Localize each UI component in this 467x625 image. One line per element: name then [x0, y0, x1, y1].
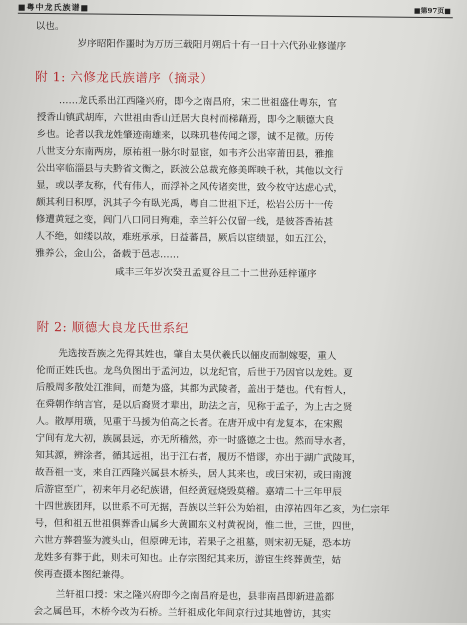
section-1-signature: 咸丰三年岁次癸丑孟夏谷旦二十二世孙廷梓谨序 [115, 266, 317, 280]
section-2-line: 号，但和祖五世祖俱葬香山属乡大黄圃东义村黄祝岗，惟二世，三世，四世， [34, 517, 361, 533]
intro-line: 以也。 [35, 20, 65, 33]
section-1-line: 人不绝，如缕以故，难班承承，日益蕃昌，厥后以宦绩显，如五江公， [35, 230, 333, 246]
section-1-title: 附 1: 六修龙氏族谱序（摘录） [35, 68, 214, 86]
section-2-line: 后游宦至广，初来年月必纪族谱，但经黄冠烧毁莫稽。嘉靖二十三年甲辰 [34, 483, 342, 499]
section-2-line: 知其源，辨涂者，循其远祖，出于江右者，履历不惜谬，亦出于湖广武陵耳， [35, 449, 362, 465]
section-2-line: 龙姓多有葬于此，则未可知也。止存宗图纪其来历，游宦生终葬黄茔，姑 [34, 551, 342, 567]
section-2-line: 先选按吾族之先得其姓也，肇自太昊伏羲氏以俪皮而制嫁娶，重人 [58, 348, 337, 363]
header-rule [18, 13, 453, 19]
section-2-line: 人。散厚用璜，见重于马援为伯高之长者。在唐开成中有龙复本，在宋熙 [35, 415, 343, 431]
section-1-line: 修遭黄冠之变，闾门八口同日殉难，幸兰轩公仅留一线，是彼荅香祐甚 [35, 213, 334, 229]
section-1-line: 授香山镇武胡库，六世祖由香山迁居大良村而梯藉焉，即今之顺德大良 [36, 111, 335, 127]
section-1-line: 公出宰临淄县与夫黔省文衡之，跃波公总裁充修美晖映千秋，其他以文行 [36, 162, 344, 178]
section-2-line: 宁间有龙大初，族属县远，亦无所稽然，亦一时盛德之士也。然而导水者， [35, 432, 353, 448]
section-1-line: ……龙氏系出江西隆兴府，即今之南昌府，宋二世祖盛仕粤东，官 [58, 95, 338, 110]
section-2-line: 伦而正姓氏也。龙鸟负图出于孟河边，以龙纪官，后世于乃因官以龙姓。夏 [36, 364, 353, 380]
intro-signature-line: 岁序昭阳作噩时为万历三载阳月朔后十有一日十六代孙业修谨序 [77, 38, 347, 53]
section-2-line: 在舜朝作纳言官，是以后裔贤才辈出，助法之言，见称于孟子，为上古之贤 [35, 398, 353, 414]
section-2-title: 附 2: 顺德大良龙氏世系纪 [36, 318, 189, 336]
section-2-line: 六世方葬碧鉴为渡头山，但原碑无讳，若果子之祖墓，则宋初无疑，恐本坊 [34, 534, 351, 550]
section-1-line: 八世支分东南两房，原祐祖一脉尔时显宦，如韦齐公出宰莆田县，雅推 [36, 145, 334, 161]
page-number: ■第97页■ [413, 5, 451, 16]
section-2-line: 俟再查摄本图纪兼得。 [33, 568, 130, 581]
section-2-line: 兰轩祖口授：宋之隆兴府即今之南昌府是也，县非南昌即新进盖都 [55, 589, 335, 604]
section-2-line: 故吾祖一支，来自江西隆兴属县木桥头，居人其来也，或曰宋初，或曰南渡 [34, 466, 352, 482]
section-1-line: 显，或以孝友称，代有伟人，而浮补之风传诸奕世，致今枚守达虑心式， [35, 179, 344, 195]
section-1-line: 雅养公，金山公，备载于邑志…… [35, 247, 180, 261]
page-header [18, 0, 453, 20]
running-title: ■粤中龙氏族谱■ [17, 1, 90, 13]
section-1-line: 颇其利日积厚，汎其子今有臥光禹，粤自二世祖下迁，松岩公历十一传 [35, 196, 334, 212]
section-2-line: 十四世族团拜，以世系不可无据，吾族以兰轩公为始祖，由淳祐四年乙亥，为仁宗年 [34, 500, 390, 516]
section-1-line: 乡也。论者以我龙姓肇迹南雄来，以珠玑巷传闻之谬，诚不足徵。历传 [36, 128, 335, 144]
section-2-line: 会之属邑耳，木桥今改为石桥。兰轩祖成化年间京行过其地曾访，其实 [33, 605, 332, 621]
section-2-line: 后般周多散处江淮间，而楚为盛，其都为武陵者，盖出于楚也。代有哲人， [35, 381, 353, 397]
